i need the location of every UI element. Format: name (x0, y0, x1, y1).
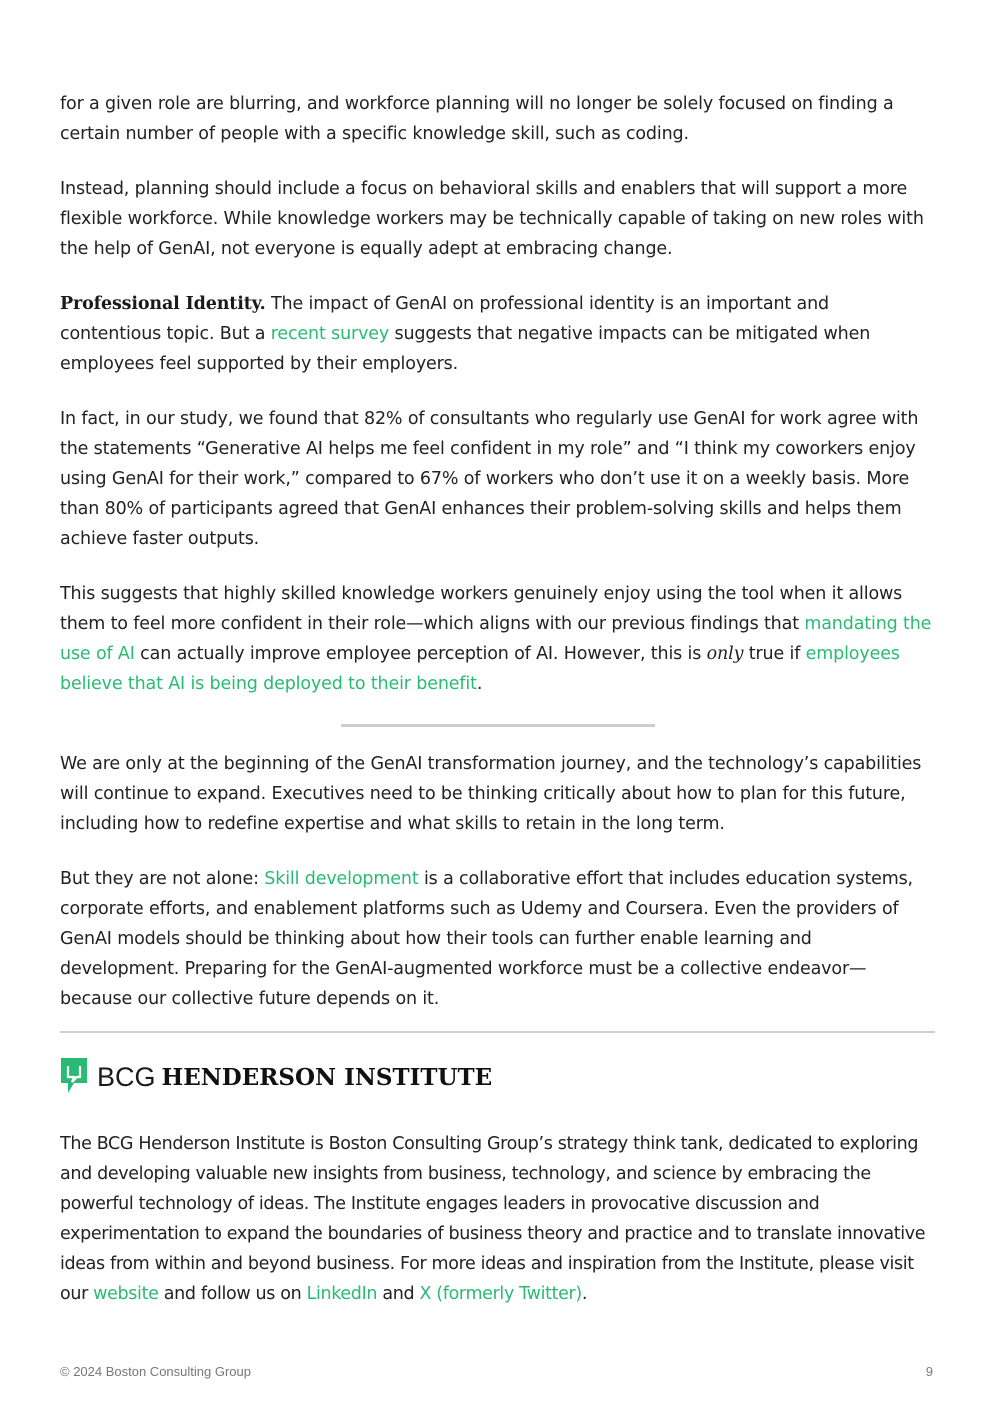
institute-description (60, 1129, 940, 1334)
paragraph-transformation-journey: We are only at the beginning of the GenAI transformation journey, and the technology’s capabilities will continue to expand. Executives need to be thinking critically about how to plan for this future, including how to redefine expertise and what skills to retain in the long term. (60, 754, 922, 834)
professional-identity-heading: Professional Identity. (60, 294, 266, 314)
institute-text-d: . (581, 1284, 588, 1304)
page-number: 9 (925, 1364, 933, 1379)
skill-dev-text-a: But they are not alone: (60, 869, 265, 889)
employees-benefit-link[interactable]: employees believe that AI is being deployed to their benefit (60, 644, 900, 694)
article-body (60, 89, 935, 1039)
professional-identity-text-a: The impact of GenAI on professional identity is an important and contentious topic. But a (60, 294, 830, 344)
section-divider (341, 724, 655, 727)
copyright: © 2024 Boston Consulting Group (60, 1364, 251, 1379)
only-emphasis: only (706, 644, 744, 664)
recent-survey-link[interactable]: recent survey (270, 324, 390, 344)
website-link[interactable]: website (93, 1284, 159, 1304)
confidence-text-d: . (476, 674, 483, 694)
paragraph-study-findings: In fact, in our study, we found that 82% of consultants who regularly use GenAI for work agree with the statements “Generative AI helps me feel confident in my role” and “I think my coworkers enjoy using GenAI for their work,” compared to 67% of workers who don’t use it on a weekly basis. More than 80% of participants agreed that GenAI enhances their problem-solving skills and helps them achieve faster outputs. (60, 409, 919, 549)
paragraph-professional-identity (60, 289, 935, 379)
confidence-text-c: true if (743, 644, 806, 664)
institute-text-a: The BCG Henderson Institute is Boston Consulting Group’s strategy think tank, dedicated to exploring and developing valuable new insights from business, technology, and science by embracing the powerful technology of ideas. The Institute engages leaders in provocative discussion and experimentation to expand the boundaries of business theory and practice and to translate innovative ideas from within and beyond business. For more ideas and inspiration from the Institute, please visit our (60, 1134, 926, 1304)
skill-dev-text-b: is a collaborative effort that includes education systems, corporate efforts, and enablement platforms such as Udemy and Coursera. Even the providers of GenAI models should be thinking about how their tools can further enable learning and development. Preparing for the GenAI-augmented workforce must be a collective endeavor—because our collective future depends on it. (60, 869, 913, 1009)
confidence-text-b: can actually improve employee perception of AI. However, this is (134, 644, 707, 664)
professional-identity-text-b: suggests that negative impacts can be mitigated when employees feel supported by their employers. (60, 324, 871, 374)
linkedin-link[interactable]: LinkedIn (306, 1284, 378, 1304)
footer-divider (60, 1031, 935, 1033)
bcg-henderson-institute-logo (61, 1057, 492, 1097)
confidence-text-a: This suggests that highly skilled knowledge workers genuinely enjoy using the tool when it allows them to feel more confident in their role—which aligns with our previous findings that (60, 584, 903, 634)
paragraph-skill-development (60, 864, 935, 1014)
institute-text-b: and follow us on (158, 1284, 307, 1304)
logo-institute-name: HENDERSON INSTITUTE (161, 1063, 493, 1091)
institute-paragraph (60, 1129, 940, 1309)
institute-text-c: and (377, 1284, 420, 1304)
x-twitter-link[interactable]: X (formerly Twitter) (419, 1284, 582, 1304)
paragraph-workforce-planning: for a given role are blurring, and workforce planning will no longer be solely focused on finding a certain number of people with a specific knowledge skill, such as coding. (60, 94, 894, 144)
mandating-ai-link[interactable]: mandating the use of AI (60, 614, 932, 664)
logo-bcg-text: BCG (97, 1061, 156, 1092)
paragraph-confidence (60, 579, 935, 699)
speech-bubble-logo-icon (61, 1058, 89, 1096)
paragraph-behavioral-skills: Instead, planning should include a focus on behavioral skills and enablers that will support a more flexible workforce. While knowledge workers may be technically capable of taking on new roles with the help of GenAI, not everyone is equally adept at embracing change. (60, 179, 924, 259)
skill-development-link[interactable]: Skill development (264, 869, 419, 889)
